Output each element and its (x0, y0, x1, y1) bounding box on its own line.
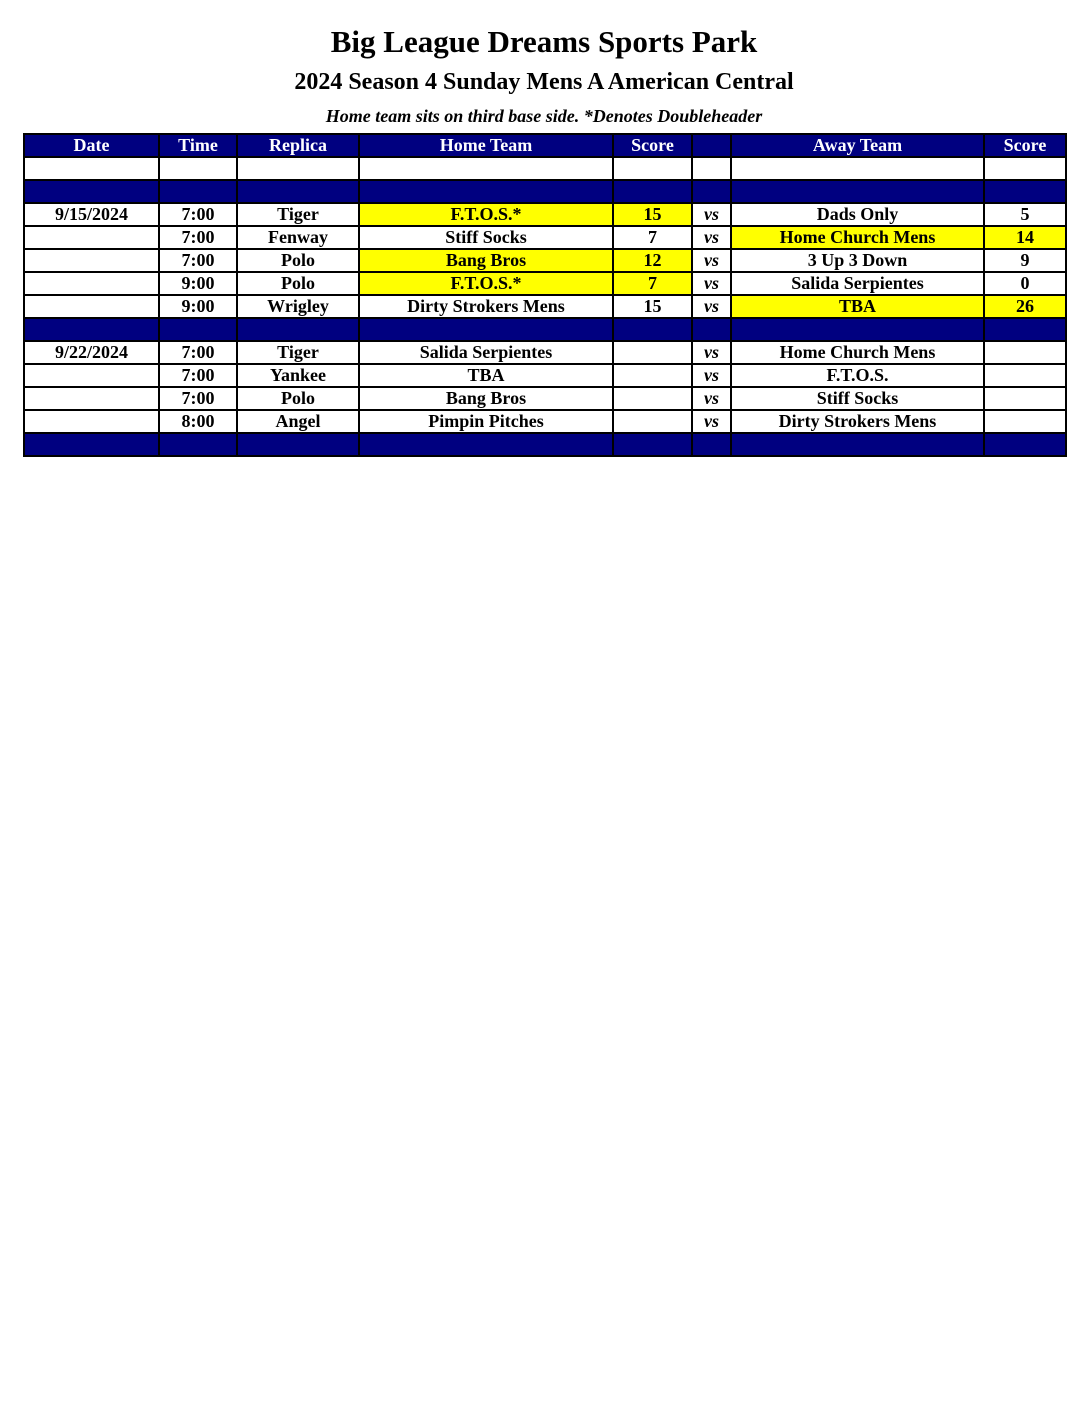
away-team-cell: Dirty Strokers Mens (731, 410, 984, 433)
vs-cell: vs (692, 364, 731, 387)
date-cell (24, 272, 159, 295)
home-team-cell: Pimpin Pitches (359, 410, 613, 433)
col-header-away-score: Score (984, 134, 1066, 157)
replica-cell: Polo (237, 272, 359, 295)
empty-cell (159, 318, 237, 341)
home-team-cell: F.T.O.S.* (359, 203, 613, 226)
away-team-cell: Stiff Socks (731, 387, 984, 410)
table-row (24, 364, 1066, 387)
replica-cell: Angel (237, 410, 359, 433)
separator-row (24, 180, 1066, 203)
header-row (24, 134, 1066, 157)
empty-cell (237, 157, 359, 180)
vs-cell: vs (692, 387, 731, 410)
schedule-table (23, 133, 1067, 457)
empty-cell (237, 318, 359, 341)
empty-row (24, 157, 1066, 180)
home-team-cell: Dirty Strokers Mens (359, 295, 613, 318)
empty-cell (731, 318, 984, 341)
date-cell (24, 249, 159, 272)
empty-cell (359, 433, 613, 456)
away-score-cell (984, 387, 1066, 410)
away-team-cell: TBA (731, 295, 984, 318)
empty-cell (159, 157, 237, 180)
home-score-cell (613, 364, 692, 387)
table-row (24, 387, 1066, 410)
time-cell: 8:00 (159, 410, 237, 433)
empty-cell (613, 433, 692, 456)
table-row (24, 410, 1066, 433)
home-score-cell (613, 387, 692, 410)
time-cell: 7:00 (159, 387, 237, 410)
time-cell: 9:00 (159, 295, 237, 318)
time-cell: 7:00 (159, 341, 237, 364)
home-score-cell: 7 (613, 226, 692, 249)
empty-cell (24, 180, 159, 203)
away-team-cell: F.T.O.S. (731, 364, 984, 387)
empty-cell (984, 180, 1066, 203)
away-team-cell: 3 Up 3 Down (731, 249, 984, 272)
table-row (24, 203, 1066, 226)
empty-cell (692, 433, 731, 456)
home-team-cell: F.T.O.S.* (359, 272, 613, 295)
home-team-cell: Bang Bros (359, 387, 613, 410)
away-team-cell: Home Church Mens (731, 226, 984, 249)
vs-cell: vs (692, 341, 731, 364)
table-row (24, 272, 1066, 295)
empty-cell (159, 433, 237, 456)
empty-cell (984, 318, 1066, 341)
table-row (24, 295, 1066, 318)
replica-cell: Yankee (237, 364, 359, 387)
table-row (24, 249, 1066, 272)
date-cell (24, 387, 159, 410)
empty-cell (731, 157, 984, 180)
replica-cell: Polo (237, 387, 359, 410)
home-score-cell: 7 (613, 272, 692, 295)
replica-cell: Polo (237, 249, 359, 272)
away-score-cell (984, 341, 1066, 364)
vs-cell: vs (692, 272, 731, 295)
vs-cell: vs (692, 226, 731, 249)
home-team-cell: TBA (359, 364, 613, 387)
replica-cell: Wrigley (237, 295, 359, 318)
col-header-home-team: Home Team (359, 134, 613, 157)
page-title: Big League Dreams Sports Park (330, 24, 758, 59)
col-header-vs (692, 134, 731, 157)
empty-cell (613, 318, 692, 341)
date-cell (24, 410, 159, 433)
home-score-cell (613, 410, 692, 433)
away-score-cell: 26 (984, 295, 1066, 318)
date-cell (24, 226, 159, 249)
away-score-cell (984, 364, 1066, 387)
home-score-cell (613, 341, 692, 364)
home-team-cell: Salida Serpientes (359, 341, 613, 364)
table-row (24, 226, 1066, 249)
replica-cell: Tiger (237, 203, 359, 226)
time-cell: 7:00 (159, 249, 237, 272)
page-subtitle: 2024 Season 4 Sunday Mens A American Central (294, 69, 794, 95)
away-score-cell: 5 (984, 203, 1066, 226)
empty-cell (613, 180, 692, 203)
empty-cell (359, 180, 613, 203)
home-score-cell: 15 (613, 203, 692, 226)
time-cell: 7:00 (159, 226, 237, 249)
home-team-cell: Stiff Socks (359, 226, 613, 249)
away-team-cell: Salida Serpientes (731, 272, 984, 295)
date-cell (24, 364, 159, 387)
away-team-cell: Home Church Mens (731, 341, 984, 364)
time-cell: 9:00 (159, 272, 237, 295)
empty-cell (731, 180, 984, 203)
vs-cell: vs (692, 203, 731, 226)
col-header-home-score: Score (613, 134, 692, 157)
empty-cell (159, 180, 237, 203)
col-header-replica: Replica (237, 134, 359, 157)
table-row (24, 341, 1066, 364)
away-score-cell: 0 (984, 272, 1066, 295)
empty-cell (613, 157, 692, 180)
date-cell (24, 295, 159, 318)
date-cell: 9/22/2024 (24, 341, 159, 364)
time-cell: 7:00 (159, 364, 237, 387)
vs-cell: vs (692, 410, 731, 433)
vs-cell: vs (692, 295, 731, 318)
empty-cell (24, 433, 159, 456)
away-team-cell: Dads Only (731, 203, 984, 226)
empty-cell (24, 318, 159, 341)
empty-cell (24, 157, 159, 180)
empty-cell (692, 318, 731, 341)
empty-cell (359, 157, 613, 180)
away-score-cell: 14 (984, 226, 1066, 249)
col-header-date: Date (24, 134, 159, 157)
empty-cell (692, 180, 731, 203)
empty-cell (984, 157, 1066, 180)
time-cell: 7:00 (159, 203, 237, 226)
date-cell: 9/15/2024 (24, 203, 159, 226)
separator-row (24, 318, 1066, 341)
replica-cell: Fenway (237, 226, 359, 249)
empty-cell (359, 318, 613, 341)
empty-cell (692, 157, 731, 180)
empty-cell (237, 433, 359, 456)
vs-cell: vs (692, 249, 731, 272)
away-score-cell: 9 (984, 249, 1066, 272)
home-score-cell: 12 (613, 249, 692, 272)
home-score-cell: 15 (613, 295, 692, 318)
empty-cell (237, 180, 359, 203)
col-header-time: Time (159, 134, 237, 157)
separator-row (24, 433, 1066, 456)
replica-cell: Tiger (237, 341, 359, 364)
away-score-cell (984, 410, 1066, 433)
doubleheader-note: Home team sits on third base side. *Denotes Doubleheader (325, 106, 763, 126)
schedule-body (24, 157, 1066, 456)
empty-cell (731, 433, 984, 456)
empty-cell (984, 433, 1066, 456)
col-header-away-team: Away Team (731, 134, 984, 157)
home-team-cell: Bang Bros (359, 249, 613, 272)
